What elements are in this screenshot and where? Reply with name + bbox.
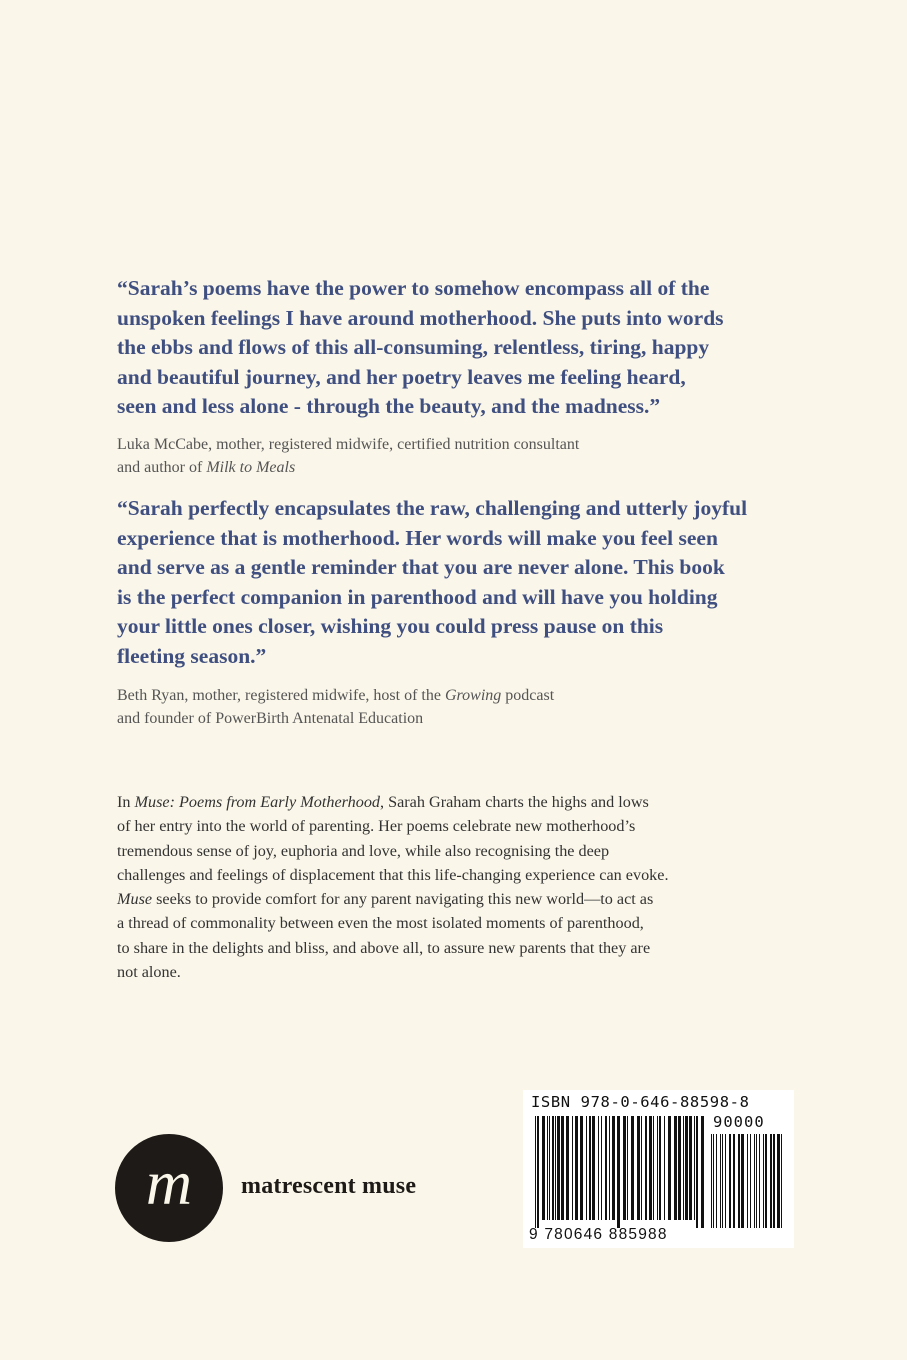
barcode-bar <box>729 1134 731 1228</box>
quote-line: and serve as a gentle reminder that you are never alone. This book <box>117 555 725 580</box>
barcode-bar <box>720 1134 721 1228</box>
barcode-bar <box>566 1116 569 1220</box>
endorsement-attribution-2 <box>117 684 797 730</box>
description-line: a thread of commonality between even the most isolated moments of parenthood, <box>117 914 644 933</box>
attribution-text: Beth Ryan, mother, registered midwife, host of the <box>117 687 445 704</box>
barcode-bar <box>609 1116 610 1220</box>
endorsement-quote-1 <box>117 274 797 422</box>
description-line: tremendous sense of joy, euphoria and love, while also recognising the deep <box>117 841 610 860</box>
barcode-bar <box>763 1134 764 1228</box>
barcode-bar <box>674 1116 677 1220</box>
barcode-bar <box>552 1116 554 1220</box>
barcode-bar <box>659 1116 661 1220</box>
barcode-bar <box>716 1134 717 1228</box>
barcode-bar <box>535 1116 536 1228</box>
barcode-bar <box>561 1116 564 1220</box>
barcode-bar <box>617 1116 620 1228</box>
barcode-bar <box>696 1116 698 1228</box>
barcode-bar <box>741 1134 744 1228</box>
isbn-barcode <box>523 1090 794 1248</box>
barcode-bar <box>601 1116 602 1220</box>
description-text: , Sarah Graham charts the highs and lows <box>380 793 649 811</box>
barcode-bar <box>547 1116 548 1220</box>
barcode-bar <box>598 1116 599 1220</box>
barcode-bar <box>733 1134 735 1228</box>
barcode-bar <box>592 1116 595 1220</box>
barcode-bar <box>537 1116 539 1228</box>
quote-line: fleeting season.” <box>117 643 267 668</box>
isbn-label: ISBN 978-0-646-88598-8 <box>531 1093 750 1111</box>
barcode-bar <box>575 1116 578 1220</box>
podcast-title: Growing <box>444 687 502 704</box>
barcode-bar <box>542 1116 545 1220</box>
ean-digits: 9 780646 885988 <box>529 1226 668 1243</box>
attribution-line: Luka McCabe, mother, registered midwife, certified nutrition consultant <box>117 436 580 453</box>
barcode-bar <box>649 1116 652 1220</box>
barcode-bar <box>678 1116 681 1220</box>
attribution-text: podcast <box>501 687 555 704</box>
barcode-bar <box>612 1116 615 1220</box>
barcode-bar <box>759 1134 760 1228</box>
publisher-name: matrescent muse <box>241 1173 417 1199</box>
barcode-bar <box>773 1134 775 1228</box>
barcode-bar <box>623 1116 626 1220</box>
barcode-bar <box>711 1134 712 1228</box>
publisher-logo-glyph: m <box>145 1147 193 1218</box>
barcode-bar <box>549 1116 550 1220</box>
endorsement-attribution-1 <box>117 433 797 479</box>
barcode-bar <box>653 1116 654 1220</box>
barcode-addon-bars <box>711 1134 785 1228</box>
barcode-bar <box>694 1116 695 1220</box>
attribution-line <box>117 684 797 707</box>
quote-line: “Sarah perfectly encapsulates the raw, challenging and utterly joyful <box>117 496 748 520</box>
barcode-bar <box>668 1116 671 1220</box>
quote-line: is the perfect companion in parenthood and will have you holding <box>117 584 718 609</box>
description-line: of her entry into the world of parenting. Her poems celebrate new motherhood’s <box>117 817 636 836</box>
barcode-bar <box>738 1134 740 1228</box>
quote-line: “Sarah’s poems have the power to somehow encompass all of the <box>117 276 710 300</box>
description-line <box>117 790 797 814</box>
barcode-bar <box>756 1134 757 1228</box>
barcode-bar <box>701 1116 704 1228</box>
price-code: 90000 <box>713 1113 765 1131</box>
quote-line: the ebbs and flows of this all-consuming, relentless, tiring, happy <box>117 335 710 360</box>
description-line: to share in the delights and bliss, and above all, to assure new parents that they are <box>117 938 651 957</box>
attribution-line: and founder of PowerBirth Antenatal Education <box>117 710 424 727</box>
barcode-bars <box>535 1116 707 1228</box>
attribution-line <box>117 456 797 479</box>
barcode-bar <box>722 1134 723 1228</box>
barcode-bar <box>605 1116 607 1220</box>
barcode-bar <box>747 1134 748 1228</box>
description-line: challenges and feelings of displacement that this life-changing experience can evoke. <box>117 865 669 884</box>
barcode-bar <box>637 1116 640 1220</box>
quote-line: your little ones closer, wishing you could press pause on this <box>117 614 664 639</box>
barcode-bar <box>631 1116 634 1220</box>
barcode-bar <box>689 1116 692 1220</box>
book-title: Muse: Poems from Early Motherhood <box>134 793 381 811</box>
barcode-bar <box>627 1116 628 1220</box>
book-title-short: Muse <box>117 890 153 909</box>
quote-line: experience that is motherhood. Her words will make you feel seen <box>117 525 718 550</box>
description-text: seeks to provide comfort for any parent navigating this new world—to act as <box>152 890 654 909</box>
barcode-bar <box>572 1116 573 1220</box>
barcode-bar <box>580 1116 583 1220</box>
barcode-bar <box>781 1134 782 1228</box>
barcode-bar <box>754 1134 755 1228</box>
barcode-bar <box>713 1134 714 1228</box>
publisher-logo <box>115 1134 223 1242</box>
barcode-bar <box>645 1116 647 1220</box>
book-description <box>117 790 797 984</box>
barcode-bar <box>641 1116 642 1220</box>
barcode-bar <box>683 1116 684 1220</box>
description-line: not alone. <box>117 963 181 982</box>
barcode-bar <box>770 1134 772 1228</box>
barcode-bar <box>777 1134 780 1228</box>
description-line <box>117 887 797 911</box>
barcode-bar <box>586 1116 587 1220</box>
barcode-bar <box>750 1134 751 1228</box>
barcode-bar <box>557 1116 560 1220</box>
barcode-bar <box>765 1134 767 1228</box>
barcode-bar <box>664 1116 665 1220</box>
attribution-text: and author of <box>117 459 207 476</box>
barcode-bar <box>589 1116 591 1220</box>
description-text: In <box>117 793 135 811</box>
book-title: Milk to Meals <box>206 459 296 476</box>
barcode-bar <box>725 1134 726 1228</box>
barcode-bar <box>657 1116 658 1220</box>
endorsement-quote-2 <box>117 494 797 672</box>
quote-line: unspoken feelings I have around motherhood. She puts into words <box>117 305 724 330</box>
quote-line: seen and less alone - through the beauty, and the madness.” <box>117 394 661 419</box>
barcode-bar <box>555 1116 556 1220</box>
barcode-bar <box>685 1116 688 1220</box>
quote-line: and beautiful journey, and her poetry leaves me feeling heard, <box>117 364 686 389</box>
